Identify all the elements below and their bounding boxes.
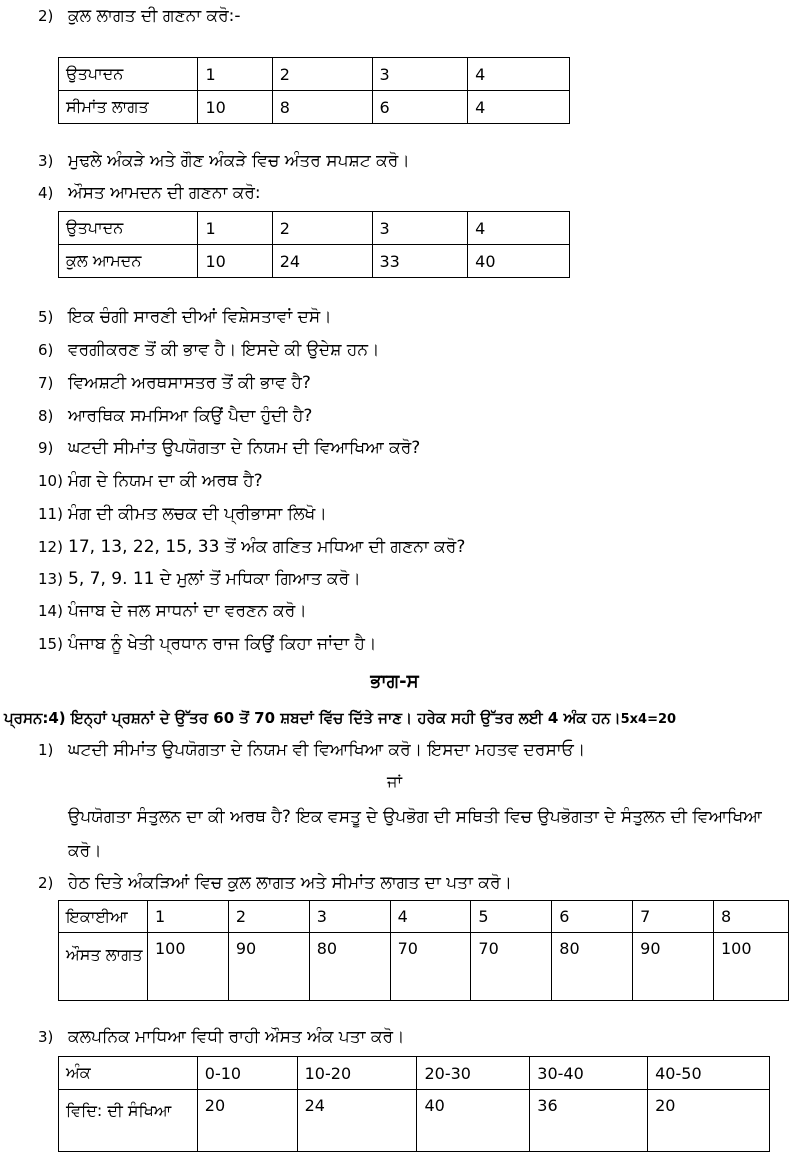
table-cell: ਉਤਪਾਦਨ	[59, 212, 198, 245]
question-text: ਪੰਜਾਬ ਨੂੰ ਖੇਤੀ ਪ੍ਰਧਾਨ ਰਾਜ ਕਿਉਂ ਕਿਹਾ ਜਾਂਦਾ ਹੈ।	[68, 634, 377, 654]
question-number: 6)	[38, 341, 54, 359]
table-cell: 2	[272, 58, 372, 91]
table-cell: 5	[471, 901, 552, 933]
table-cell: 33	[372, 245, 468, 278]
question-number: 5)	[38, 308, 54, 326]
table-cell: 4	[468, 58, 570, 91]
question-number: 15)	[38, 635, 63, 653]
question-text: ਇਕ ਚੰਗੀ ਸਾਰਣੀ ਦੀਆਂ ਵਿਸ਼ੇਸਤਾਵਾਂ ਦਸੋ।	[68, 307, 332, 327]
question-number: 10)	[38, 472, 63, 490]
table-cell: 24	[297, 1090, 417, 1152]
table-cell: 3	[309, 901, 390, 933]
table-cell: ਇਕਾਈਆ	[59, 901, 148, 933]
question-number: 3)	[38, 1028, 54, 1046]
question-number: 1)	[38, 741, 54, 759]
marks-text: 5x4=20	[620, 712, 677, 727]
table-cell: 3	[372, 212, 468, 245]
question-number: 14)	[38, 602, 63, 620]
table-cell: 100	[147, 933, 228, 1001]
table-cell: 4	[468, 91, 570, 124]
table-cell: 40	[417, 1090, 530, 1152]
question-text: ਕਲਪਨਿਕ ਮਾਧਿਆ ਵਿਧੀ ਰਾਹੀ ਔਸਤ ਅੰਕ ਪਤਾ ਕਰੋ।	[68, 1027, 405, 1047]
table-cell: 10	[198, 91, 272, 124]
table-cell: 90	[228, 933, 309, 1001]
table-cell: 20-30	[417, 1057, 530, 1090]
question-number: 13)	[38, 570, 63, 588]
section-heading: ਭਾਗ-ਸ	[370, 671, 419, 692]
question-text: ਮੁਢਲੇ ਅੰਕੜੇ ਅਤੇ ਗੌਣ ਅੰਕੜੇ ਵਿਚ ਅੰਤਰ ਸਪਸ਼ਟ ਕਰੋ।	[68, 151, 410, 171]
question-text: 5, 7, 9. 11 ਦੇ ਮੁਲਾਂ ਤੋਂ ਮਧਿਕਾ ਗਿਆਤ ਕਰੋ।	[68, 569, 361, 589]
question-number: 2)	[38, 7, 54, 25]
table-cell: 90	[633, 933, 714, 1001]
table-cell: 100	[714, 933, 789, 1001]
question-text: ਆਰਥਿਕ ਸਮਸਿਆ ਕਿਉਂ ਪੈਦਾ ਹੁੰਦੀ ਹੈ?	[68, 406, 313, 426]
table-cell: 8	[272, 91, 372, 124]
table-cell: 1	[198, 212, 272, 245]
table-cell: ਵਿਦਿ: ਦੀ ਸੰਖਿਆ	[59, 1090, 198, 1152]
table-cell: 10-20	[297, 1057, 417, 1090]
table-cell: 4	[468, 212, 570, 245]
table-cell: ਕੁਲ ਆਮਦਨ	[59, 245, 198, 278]
marginal-cost-table	[58, 57, 570, 124]
question-number: 2)	[38, 874, 54, 892]
table-cell: 80	[309, 933, 390, 1001]
table-cell: 80	[552, 933, 633, 1001]
section-instruction	[4, 706, 676, 732]
table-cell: 0-10	[197, 1057, 297, 1090]
question-text: ਔਸਤ ਆਮਦਨ ਦੀ ਗਣਨਾ ਕਰੋ:	[68, 183, 261, 203]
marks-distribution-table	[58, 1056, 770, 1152]
table-cell: 30-40	[530, 1057, 648, 1090]
table-cell: 2	[272, 212, 372, 245]
table-cell: ਸੀਮਾਂਤ ਲਾਗਤ	[59, 91, 198, 124]
table-cell: 6	[552, 901, 633, 933]
table-cell: 1	[198, 58, 272, 91]
question-number: 8)	[38, 407, 54, 425]
question-text: ਪੰਜਾਬ ਦੇ ਜਲ ਸਾਧਨਾਂ ਦਾ ਵਰਣਨ ਕਰੋ।	[68, 601, 307, 621]
table-cell: 20	[648, 1090, 770, 1152]
question-text: 17, 13, 22, 15, 33 ਤੋਂ ਅੰਕ ਗਣਿਤ ਮਧਿਆ ਦੀ ਗਣਨਾ ਕਰੋ?	[68, 537, 466, 557]
question-text: ਕੁਲ ਲਾਗਤ ਦੀ ਗਣਨਾ ਕਰੋ:-	[68, 6, 241, 26]
or-separator: ਜਾਂ	[387, 772, 402, 791]
question-number: 7)	[38, 374, 54, 392]
table-cell: 70	[390, 933, 471, 1001]
question-text: ਮੰਗ ਦੇ ਨਿਯਮ ਦਾ ਕੀ ਅਰਥ ਹੈ?	[68, 471, 263, 491]
alternative-question-text: ਉਪਯੋਗਤਾ ਸੰਤੁਲਨ ਦਾ ਕੀ ਅਰਥ ਹੈ? ਇਕ ਵਸਤੂ ਦੇ ਉਪਭੋਗ ਦੀ ਸਥਿਤੀ ਵਿਚ ਉਪਭੋਗਤਾ ਦੇ ਸੰਤੁਲਨ ਦੀ ਵਿਆਖਿਆ ਕਰੋ।	[68, 807, 762, 861]
question-number: 12)	[38, 538, 63, 556]
question-text: ਮੰਗ ਦੀ ਕੀਮਤ ਲਚਕ ਦੀ ਪ੍ਰੀਭਾਸਾ ਲਿਖੋ।	[68, 504, 327, 524]
average-revenue-table	[58, 211, 570, 278]
table-cell: 1	[147, 901, 228, 933]
average-cost-table	[58, 900, 789, 1001]
table-cell: ਔਸਤ ਲਾਗਤ	[59, 933, 148, 1001]
table-cell: 2	[228, 901, 309, 933]
table-cell: 10	[198, 245, 272, 278]
table-cell: 70	[471, 933, 552, 1001]
question-text: ਵਰਗੀਕਰਣ ਤੋਂ ਕੀ ਭਾਵ ਹੈ। ਇਸਦੇ ਕੀ ਉਦੇਸ਼ ਹਨ।	[68, 340, 380, 360]
table-cell: 36	[530, 1090, 648, 1152]
question-number: 11)	[38, 505, 63, 523]
table-cell: ਉਤਪਾਦਨ	[59, 58, 198, 91]
question-text: ਵਿਅਸ਼ਟੀ ਅਰਥਸਾਸਤਰ ਤੋਂ ਕੀ ਭਾਵ ਹੈ?	[68, 373, 311, 393]
question-number: 4)	[38, 184, 54, 202]
table-cell: 40-50	[648, 1057, 770, 1090]
table-cell: 3	[372, 58, 468, 91]
table-cell: 6	[372, 91, 468, 124]
question-text: ਹੇਠ ਦਿਤੇ ਅੰਕੜਿਆਂ ਵਿਚ ਕੁਲ ਲਾਗਤ ਅਤੇ ਸੀਮਾਂਤ ਲਾਗਤ ਦਾ ਪਤਾ ਕਰੋ।	[68, 873, 513, 893]
question-number: 3)	[38, 152, 54, 170]
table-cell: 40	[468, 245, 570, 278]
table-cell: 20	[197, 1090, 297, 1152]
question-number: 9)	[38, 439, 54, 457]
table-cell: 8	[714, 901, 789, 933]
question-text: ਘਟਦੀ ਸੀਮਾਂਤ ਉਪਯੋਗਤਾ ਦੇ ਨਿਯਮ ਦੀ ਵਿਆਖਿਆ ਕਰੋ?	[68, 438, 421, 458]
table-cell: 7	[633, 901, 714, 933]
instruction-text: ਪ੍ਰਸਨ:4) ਇਨ੍ਹਾਂ ਪ੍ਰਸ਼ਨਾਂ ਦੇ ਉੱਤਰ 60 ਤੋਂ 70 ਸ਼ਬਦਾਂ ਵਿੱਚ ਦਿੱਤੇ ਜਾਣ। ਹਰੇਕ ਸਹੀ ਉੱਤਰ ਲਈ 4 ਅੰਕ ਹਨ।	[4, 709, 621, 727]
table-cell: 4	[390, 901, 471, 933]
table-cell: 24	[272, 245, 372, 278]
table-cell: ਅੰਕ	[59, 1057, 198, 1090]
question-text: ਘਟਦੀ ਸੀਮਾਂਤ ਉਪਯੋਗਤਾ ਦੇ ਨਿਯਮ ਵੀ ਵਿਆਖਿਆ ਕਰੋ। ਇਸਦਾ ਮਹਤਵ ਦਰਸਾਓ।	[68, 740, 586, 760]
